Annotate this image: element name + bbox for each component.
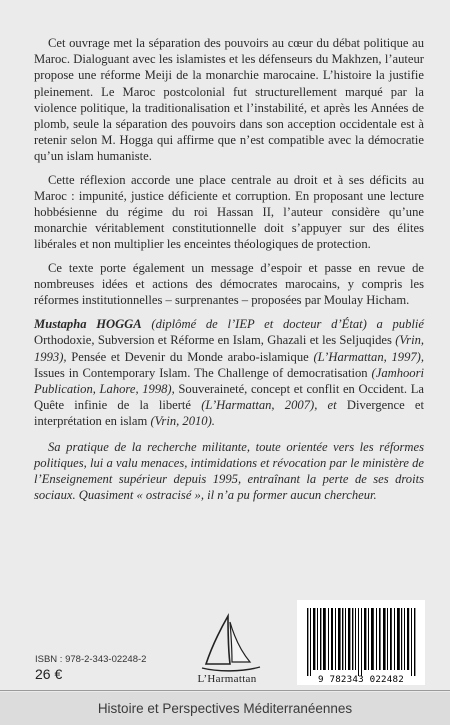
book-title-4: Souveraineté, concept et conflit en Occident. La Quête infinie de la liberté <box>34 382 424 413</box>
barcode-icon <box>297 600 425 685</box>
book-title-1: Orthodoxie, Subversion et Réforme en Islam, Ghazali et les Seljuqides <box>34 333 392 348</box>
author-credentials: (diplômé de l’IEP et docteur d’État) a publié <box>151 317 424 332</box>
book-title-2: Pensée et Devenir du Monde arabo-islamique <box>71 349 309 364</box>
book-pub-1: (Vrin, 1993), <box>34 333 425 364</box>
book-pub-2: (L’Harmattan, 1997), <box>313 349 425 364</box>
book-title-3: Issues in Contemporary Islam. The Challenge of democratisation <box>34 365 368 380</box>
series-title: Histoire et Perspectives Méditerranéennes <box>97 701 353 716</box>
book-pub-4: (L’Harmattan, 2007), et <box>201 398 337 413</box>
author-name: Mustapha HOGGA <box>34 317 142 332</box>
publisher-logo-icon <box>190 612 270 682</box>
blurb-paragraph-1: Cet ouvrage met la séparation des pouvoirs au cœur du débat politique au Maroc. Dialoguant avec les islamistes et les défenseurs du Makhzen, l’auteur propose une réforme Meiji de la monarchie marocaine. L’histoire la justifie pleinement. Le Maroc postcolonial fut structurellement marqué par la violence politique, la traditionalisation et l’instabilité, et après les Années de plomb, seule la séparation des pouvoirs dans son acception occidentale est à retenir selon M. Hogga qui affirme que n’est compatible avec la démocratie qu’un islam humaniste. <box>34 36 424 164</box>
price: 26 € <box>35 666 63 682</box>
book-pub-3: (Jamhoori Publication, Lahore, 1998), <box>34 365 424 397</box>
blurb <box>34 35 424 503</box>
book-pub-5: (Vrin, 2010). <box>150 414 215 429</box>
barcode-number: 9 782343 022482 <box>318 674 404 685</box>
footer-divider <box>0 690 450 691</box>
author-bio <box>34 316 424 429</box>
author-note: Sa pratique de la recherche militante, toute orientée vers les réformes politiques, lui a valu menaces, intimidations et révocation par le ministère de l’Enseignement supérieur depuis 1995, entraînant la perte de ses droits sociaux. Quasiment « ostracisé », il n’a pu former aucun chercheur. <box>34 439 424 503</box>
isbn: ISBN : 978-2-343-02248-2 <box>35 654 147 665</box>
blurb-paragraph-2: Cette réflexion accorde une place centrale au droit et à ses déficits au Maroc : impunité, justice déficiente et corruption. En proposant une lecture hobbésienne du régime du roi Hassan II, l’auteur considère qu’une monarchie véritablement constitutionnelle doit s’appuyer sur des élites libérales et non multiplier les enceintes théologiques de protection. <box>34 172 424 252</box>
blurb-paragraph-3: Ce texte porte également un message d’espoir et passe en revue de nombreuses idées et actions des démocrates marocains, y compris les réformes institutionnelles – surprenantes – proposées par Moulay Hicham. <box>34 260 424 308</box>
publisher-name: L’Harmattan <box>197 673 257 685</box>
book-title-5: Divergence et interprétation en islam <box>34 398 425 429</box>
